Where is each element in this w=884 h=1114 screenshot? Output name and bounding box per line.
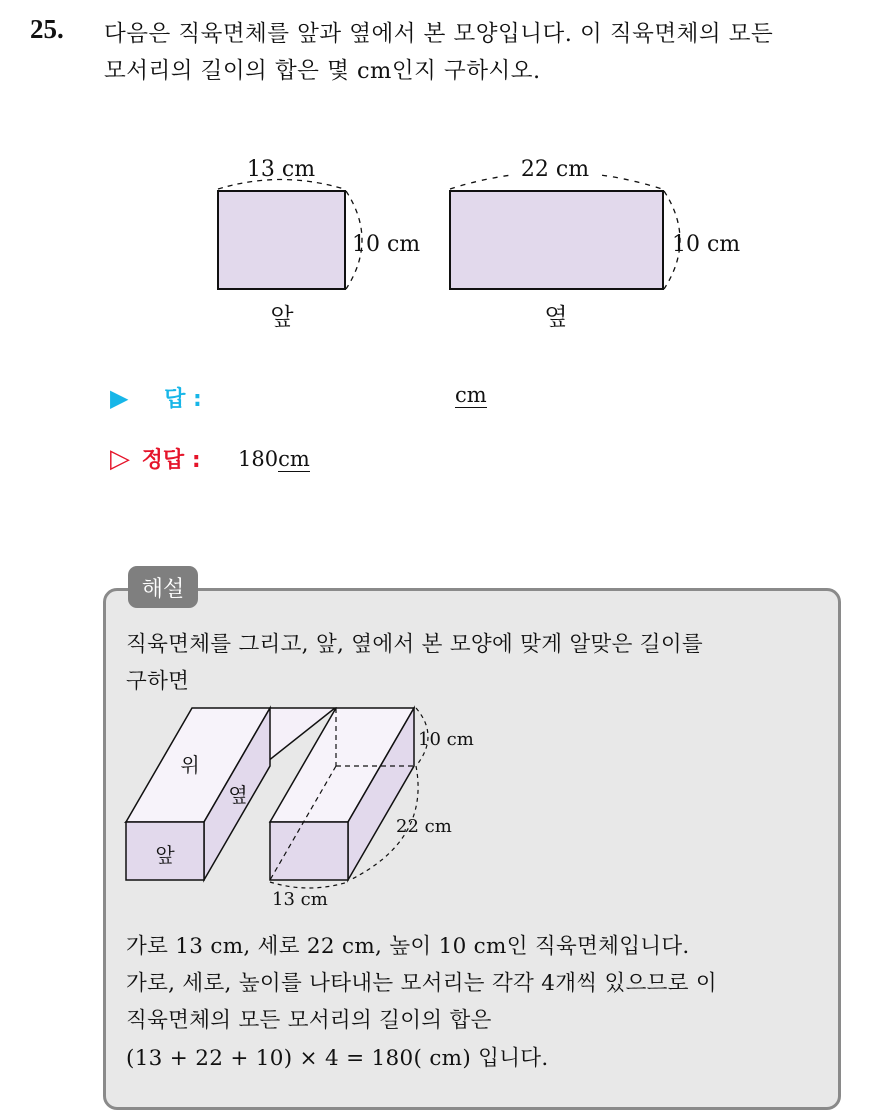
- question-text-line1: 다음은 직육면체를 앞과 옆에서 본 모양입니다. 이 직육면체의 모든: [104, 21, 774, 47]
- explanation-line4: (13 + 22 + 10) × 4 = 180( cm) 입니다.: [126, 1046, 549, 1071]
- explanation-intro-line1: 직육면체를 그리고, 앞, 옆에서 본 모양에 맞게 알맞은 길이를: [126, 632, 704, 657]
- correct-label: 정답 :: [141, 448, 201, 473]
- answer-unit: cm: [455, 383, 487, 407]
- explanation-intro-line2: 구하면: [126, 669, 190, 694]
- cuboid2-front: [270, 822, 348, 880]
- explanation-tag: 해설: [128, 566, 198, 608]
- correct-unit: cm: [278, 447, 310, 471]
- cuboid-figures-draw: [100, 690, 520, 920]
- answer-blank[interactable]: [455, 384, 487, 406]
- width-dim-label: 13 cm: [272, 889, 328, 910]
- height-dim-label: 10 cm: [418, 729, 474, 750]
- cuboid1-side-label: 옆: [228, 783, 248, 807]
- front-width-label: 13 cm: [246, 157, 316, 182]
- depth-dim-label: 22 cm: [396, 816, 452, 837]
- front-height-label: 10 cm: [352, 232, 421, 257]
- side-view-rect: [450, 191, 663, 289]
- correct-value: 180: [238, 447, 279, 471]
- width-arc: [270, 882, 348, 888]
- front-side-views-figure: [0, 0, 884, 360]
- front-caption: 앞: [270, 303, 294, 331]
- side-caption: 옆: [544, 303, 568, 331]
- explanation-line2: 가로, 세로, 높이를 나타내는 모서리는 각각 4개씩 있으므로 이: [126, 971, 717, 996]
- question-text-line2: 모서리의 길이의 합은 몇 cm인지 구하시오.: [104, 58, 541, 84]
- answer-row: [110, 382, 202, 413]
- cuboid1-front-label: 앞: [155, 843, 175, 867]
- question-number: 25.: [30, 14, 64, 44]
- cuboid1-top-label: 위: [180, 753, 200, 777]
- explanation-line1: 가로 13 cm, 세로 22 cm, 높이 10 cm인 직육면체입니다.: [126, 934, 690, 959]
- correct-play-outline-icon: ▷: [110, 444, 130, 474]
- answer-play-icon: ▶: [110, 384, 129, 412]
- front-view-rect: [218, 191, 345, 289]
- correct-row: [110, 443, 201, 474]
- explanation-line3: 직육면체의 모든 모서리의 길이의 합은: [126, 1008, 492, 1033]
- side-width-label: 22 cm: [520, 157, 590, 182]
- side-height-label: 10 cm: [672, 232, 741, 257]
- answer-label: 답 :: [164, 387, 202, 412]
- correct-answer: [238, 447, 310, 471]
